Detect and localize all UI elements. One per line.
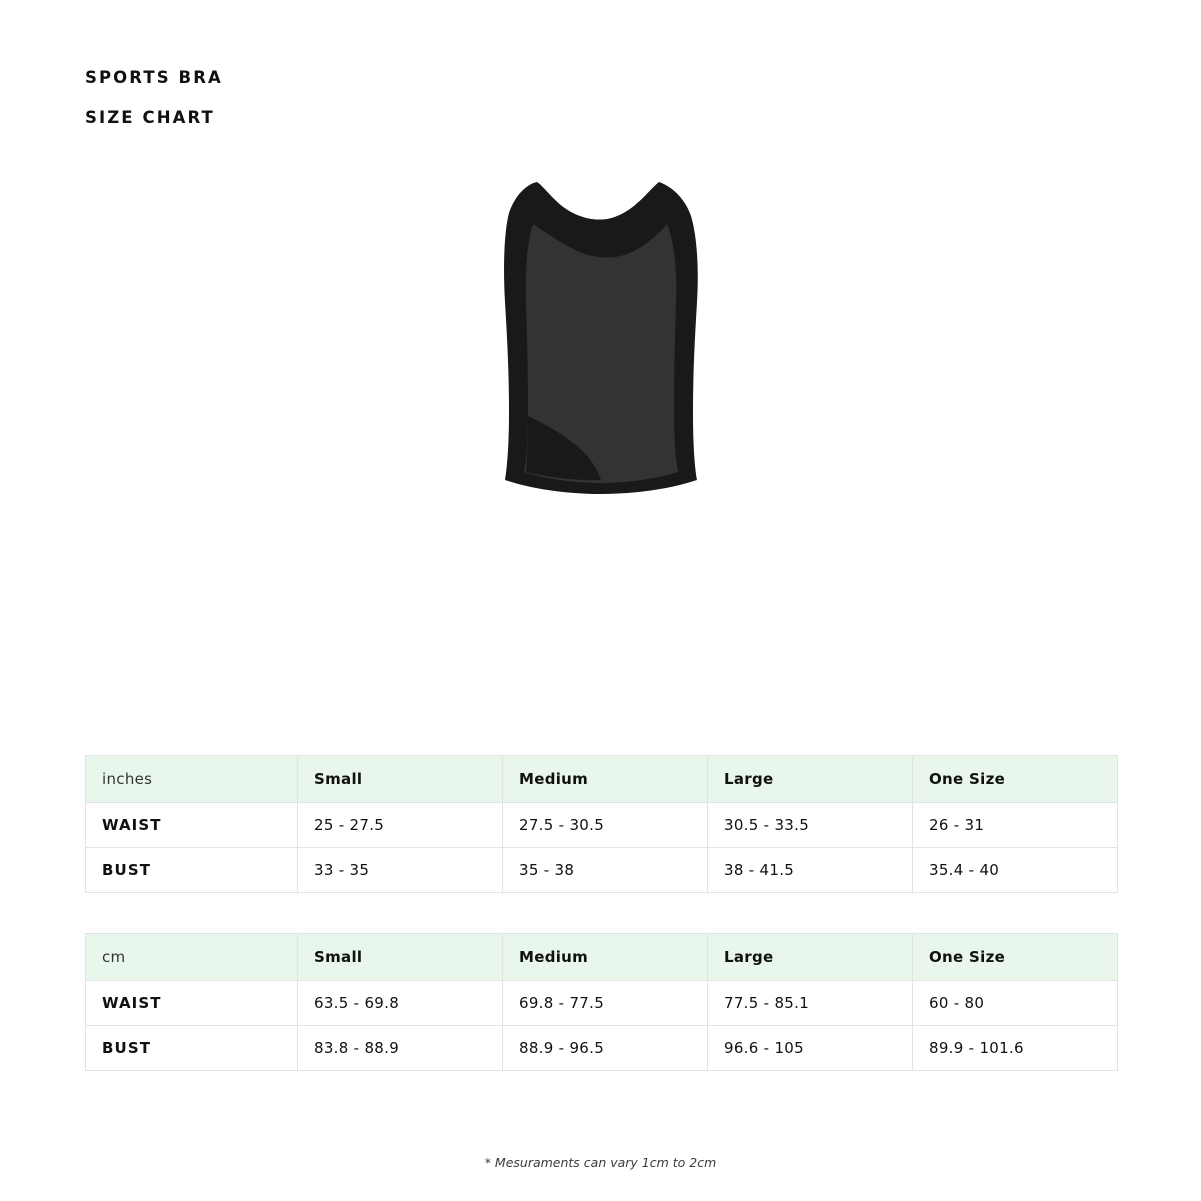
title-line-1: SPORTS BRA: [85, 68, 223, 87]
size-tables: [85, 755, 1117, 1071]
column-header-small: Small: [298, 756, 503, 803]
cell-waist-one-size: 60 - 80: [913, 981, 1118, 1026]
column-header-medium: Medium: [503, 756, 708, 803]
footnote: * Mesuraments can vary 1cm to 2cm: [484, 1155, 717, 1170]
column-header-large: Large: [708, 756, 913, 803]
cell-bust-medium: 88.9 - 96.5: [503, 1026, 708, 1071]
cell-waist-small: 25 - 27.5: [298, 803, 503, 848]
row-label-bust: BUST: [86, 848, 298, 893]
row-label-bust: BUST: [86, 1026, 298, 1071]
table-row: [86, 803, 1118, 848]
row-label-waist: WAIST: [86, 981, 298, 1026]
table-row: [86, 848, 1118, 893]
sports-bra-icon: [471, 180, 731, 500]
cell-waist-small: 63.5 - 69.8: [298, 981, 503, 1026]
unit-label-cm: cm: [86, 934, 298, 981]
page-title: [85, 58, 223, 138]
cell-bust-large: 96.6 - 105: [708, 1026, 913, 1071]
table-header-row: [86, 934, 1118, 981]
cell-bust-one-size: 89.9 - 101.6: [913, 1026, 1118, 1071]
cell-waist-medium: 69.8 - 77.5: [503, 981, 708, 1026]
title-line-2: SIZE CHART: [85, 108, 215, 127]
cell-bust-medium: 35 - 38: [503, 848, 708, 893]
table-row: [86, 1026, 1118, 1071]
column-header-one-size: One Size: [913, 934, 1118, 981]
unit-label-inches: inches: [86, 756, 298, 803]
cell-bust-large: 38 - 41.5: [708, 848, 913, 893]
cell-waist-large: 30.5 - 33.5: [708, 803, 913, 848]
cell-bust-one-size: 35.4 - 40: [913, 848, 1118, 893]
cell-bust-small: 83.8 - 88.9: [298, 1026, 503, 1071]
size-table-inches: [85, 755, 1118, 893]
column-header-small: Small: [298, 934, 503, 981]
column-header-large: Large: [708, 934, 913, 981]
product-illustration: [0, 180, 1201, 500]
cell-waist-one-size: 26 - 31: [913, 803, 1118, 848]
row-label-waist: WAIST: [86, 803, 298, 848]
size-table-cm: [85, 933, 1118, 1071]
table-header-row: [86, 756, 1118, 803]
column-header-one-size: One Size: [913, 756, 1118, 803]
cell-waist-medium: 27.5 - 30.5: [503, 803, 708, 848]
cell-waist-large: 77.5 - 85.1: [708, 981, 913, 1026]
column-header-medium: Medium: [503, 934, 708, 981]
cell-bust-small: 33 - 35: [298, 848, 503, 893]
table-row: [86, 981, 1118, 1026]
